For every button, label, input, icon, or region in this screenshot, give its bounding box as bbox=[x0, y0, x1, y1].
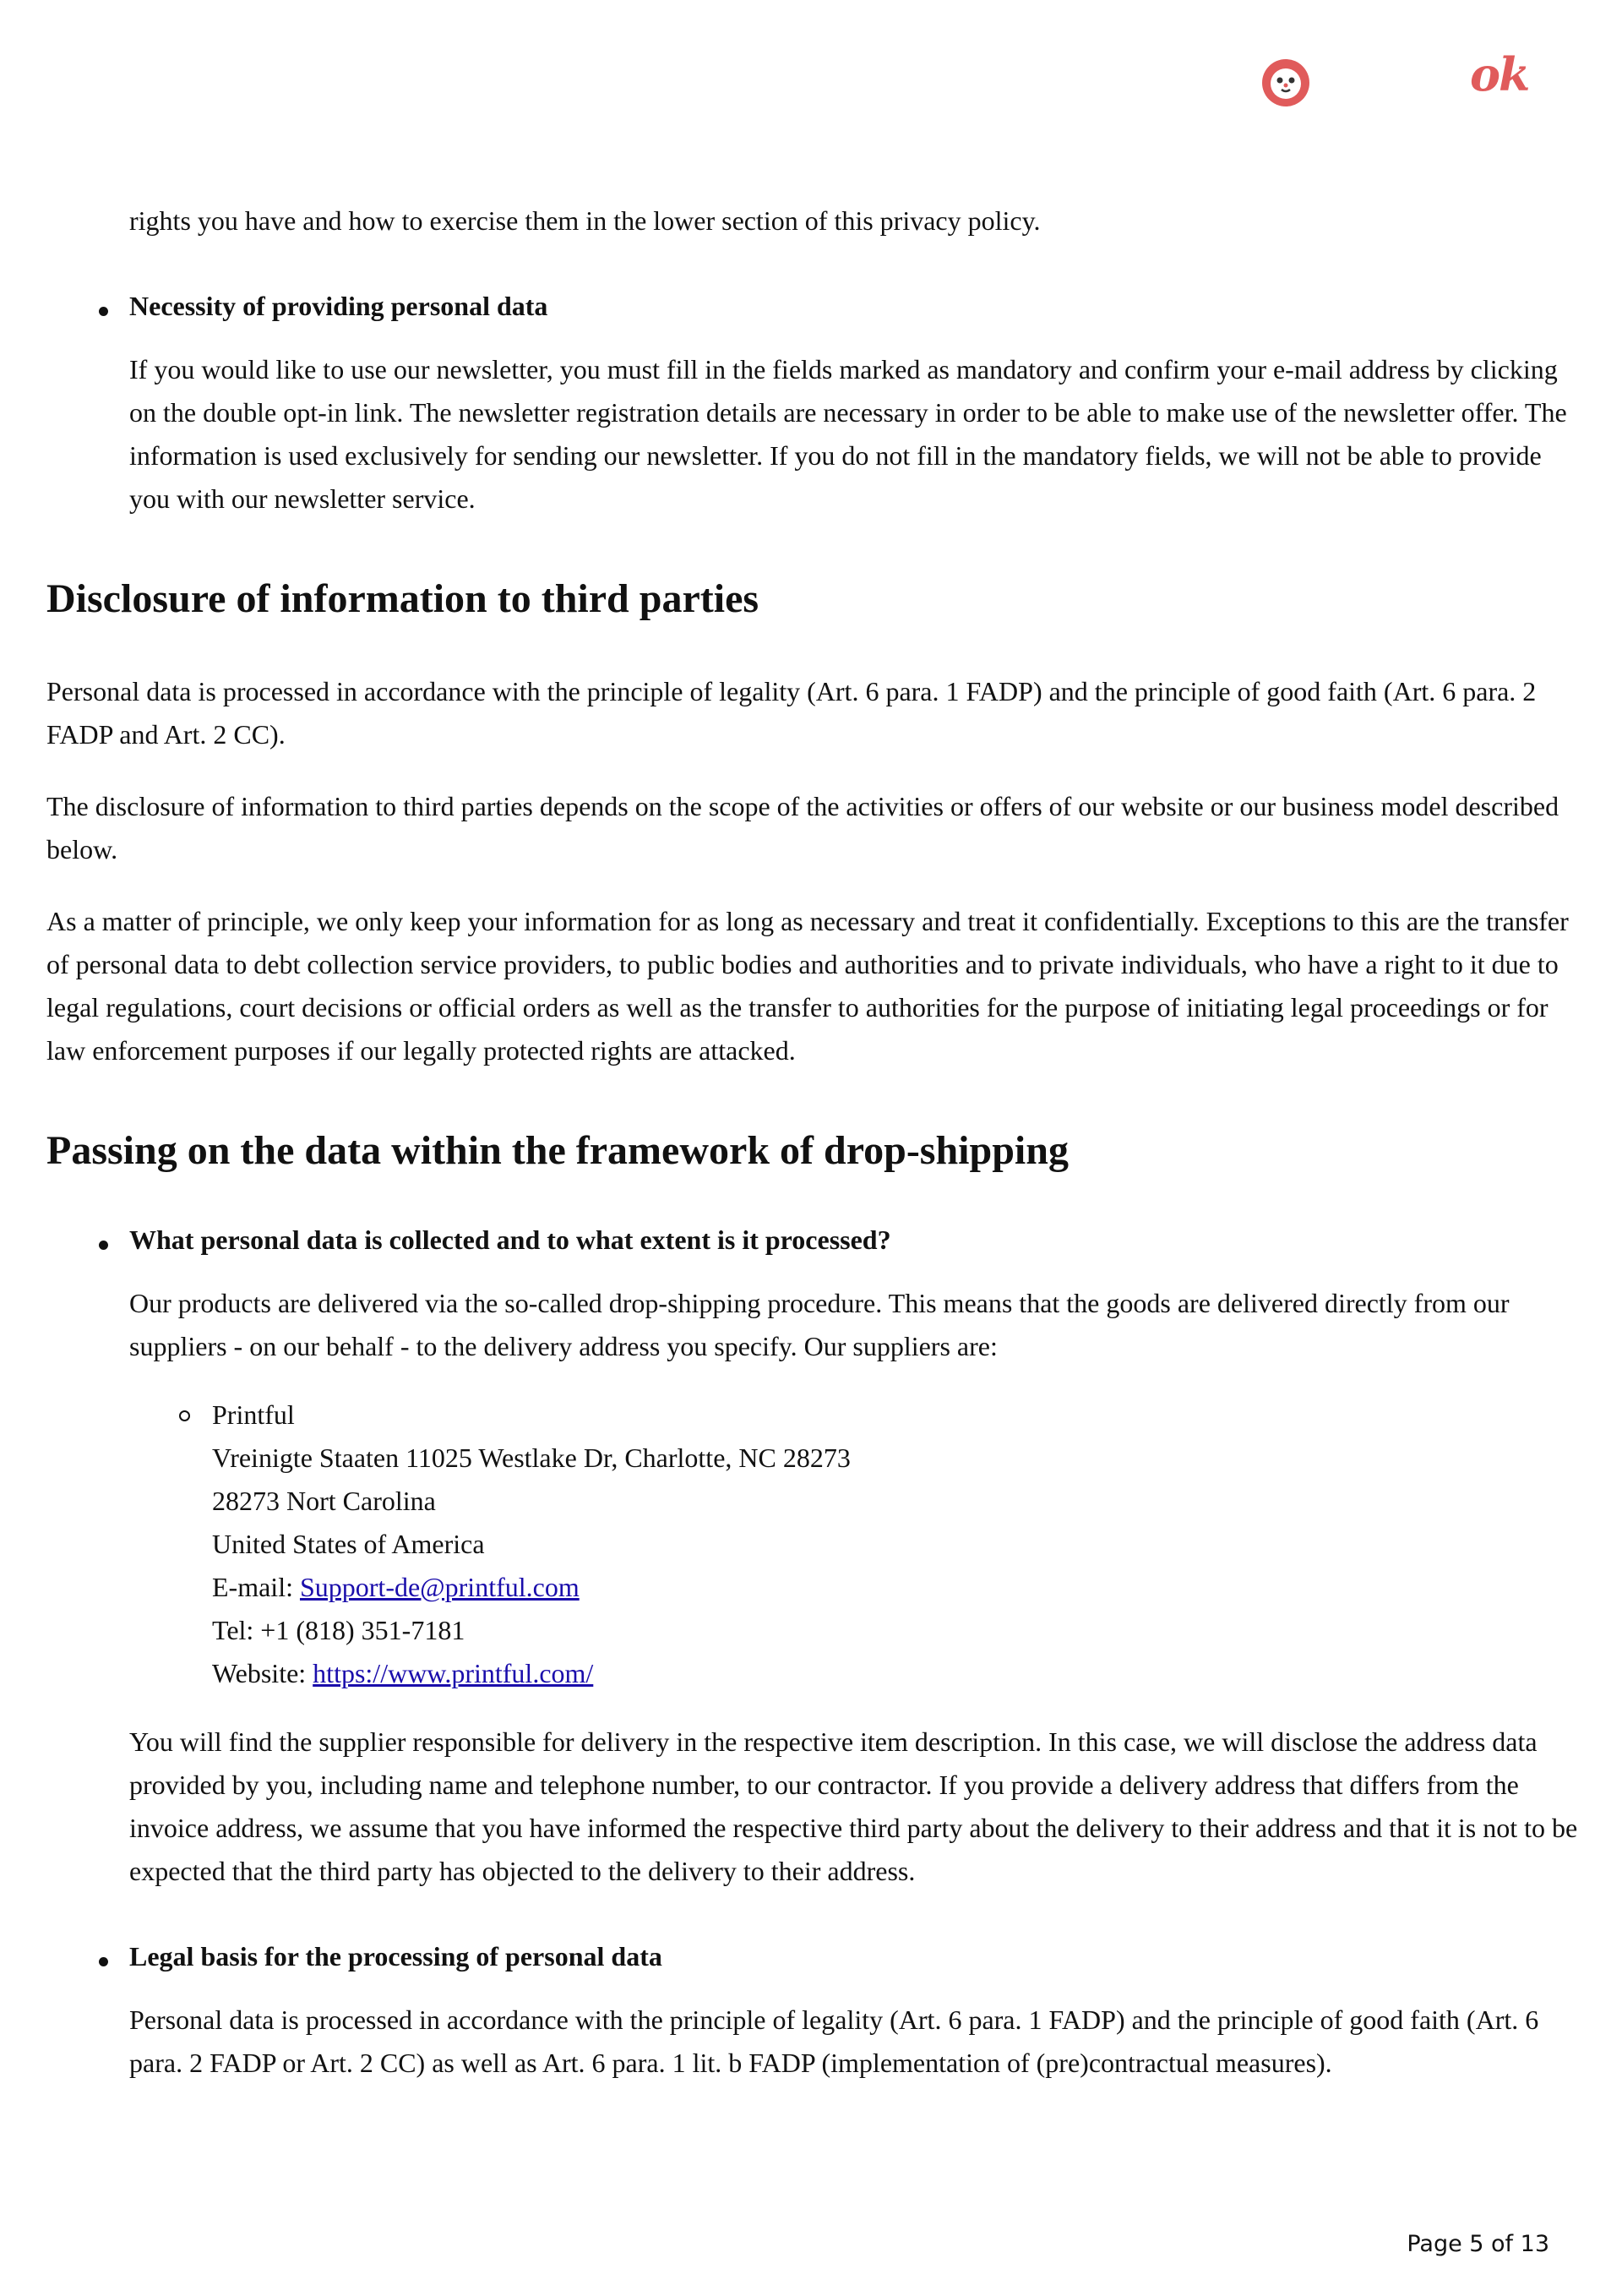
disclosure-p1: Personal data is processed in accordance with the principle of legality (Art. 6 para. 1 FADP) and the principle of good faith (Art. 6 para. 2 FADP and Art. 2 CC). bbox=[46, 676, 1537, 750]
supplier-address-line-2: 28273 Nort Carolina bbox=[212, 1486, 436, 1516]
legal-basis-list bbox=[46, 1939, 1584, 2085]
dropship-q1-text: Our products are delivered via the so-called drop-shipping procedure. This means that the goods are delivered directly from our suppliers - on our behalf - to the delivery address you specify. Our suppliers are: bbox=[129, 1288, 1510, 1361]
dropship-heading: Passing on the data within the framework of drop-shipping bbox=[46, 1128, 1069, 1173]
dropship-q2-text: Personal data is processed in accordance with the principle of legality (Art. 6 para. 1 FADP) and the principle of good faith (Art. 6 para. 2 FADP or Art. 2 CC) as well as Art. 6 para. 1 lit. b FADP (implementation of (pre)contractual measures). bbox=[129, 2004, 1539, 2078]
supplier-address-line-1: Vreinigte Staaten 11025 Westlake Dr, Charlotte, NC 28273 bbox=[212, 1442, 851, 1473]
bullet-icon bbox=[99, 307, 108, 316]
supplier-list bbox=[46, 1393, 1584, 1695]
disclosure-p2: The disclosure of information to third parties depends on the scope of the activities or offers of our website or our business model described below. bbox=[46, 791, 1559, 864]
supplier-name: Printful bbox=[212, 1399, 295, 1430]
necessity-text: If you would like to use our newsletter, you must fill in the fields marked as mandatory and confirm your e-mail address by clicking on the double opt-in link. The newsletter registration details are necessary in order to be able to make use of the newsletter offer. The information is used exclusively for sending our newsletter. If you do not fill in the mandatory fields, we will not be able to provide you with our newsletter service. bbox=[129, 354, 1567, 514]
bullet-icon bbox=[99, 1241, 108, 1250]
intro-text: rights you have and how to exercise them in the lower section of this privacy policy. bbox=[129, 205, 1041, 236]
dropship-q1-title: What personal data is collected and to what extent is it processed? bbox=[129, 1224, 891, 1255]
document-body bbox=[46, 199, 1584, 2085]
brand-logo-text: ok bbox=[1470, 47, 1529, 101]
list-item bbox=[46, 1223, 1584, 1368]
supplier-email-link[interactable]: Support-de@printful.com bbox=[299, 1572, 580, 1602]
header-logos bbox=[1259, 47, 1546, 112]
list-item bbox=[46, 1939, 1584, 2085]
supplier-website bbox=[212, 1652, 1584, 1695]
lion-logo-icon bbox=[1259, 56, 1313, 110]
dropship-q1-after: You will find the supplier responsible for delivery in the respective item description. In this case, we will disclose the address data provided by you, including name and telephone number, to our contractor. If you provide a delivery address that differs from the invoice address, we assume that you have informed the respective third party about the delivery to their address and that it is not to be expected that the third party has objected to the delivery to their address. bbox=[129, 1726, 1578, 1886]
supplier-email bbox=[212, 1566, 1584, 1609]
dropship-list bbox=[46, 1223, 1584, 1368]
list-item bbox=[46, 289, 1584, 521]
bullet-icon bbox=[99, 1957, 108, 1966]
supplier-item bbox=[46, 1393, 1584, 1695]
necessity-title: Necessity of providing personal data bbox=[129, 291, 548, 321]
supplier-tel: Tel: +1 (818) 351-7181 bbox=[212, 1615, 465, 1645]
sub-bullet-icon bbox=[179, 1410, 190, 1421]
disclosure-heading: Disclosure of information to third parties bbox=[46, 576, 759, 621]
website-label: Website: bbox=[212, 1658, 313, 1688]
email-label: E-mail: bbox=[212, 1572, 300, 1602]
supplier-country: United States of America bbox=[212, 1529, 485, 1559]
page-number: Page 5 of 13 bbox=[1407, 2231, 1549, 2257]
disclosure-p3: As a matter of principle, we only keep your information for as long as necessary and treat it confidentially. Exceptions to this are the transfer of personal data to debt collection service providers, to public bodies and authorities and to private individuals, who have a right to it due to legal regulations, court decisions or official orders as well as the transfer to authorities for the purpose of initiating legal proceedings or for law enforcement purposes if our legally protected rights are attacked. bbox=[46, 906, 1569, 1066]
supplier-website-link[interactable]: https://www.printful.com/ bbox=[313, 1658, 594, 1688]
dropship-q2-title: Legal basis for the processing of personal data bbox=[129, 1941, 662, 1972]
necessity-list bbox=[46, 289, 1584, 521]
